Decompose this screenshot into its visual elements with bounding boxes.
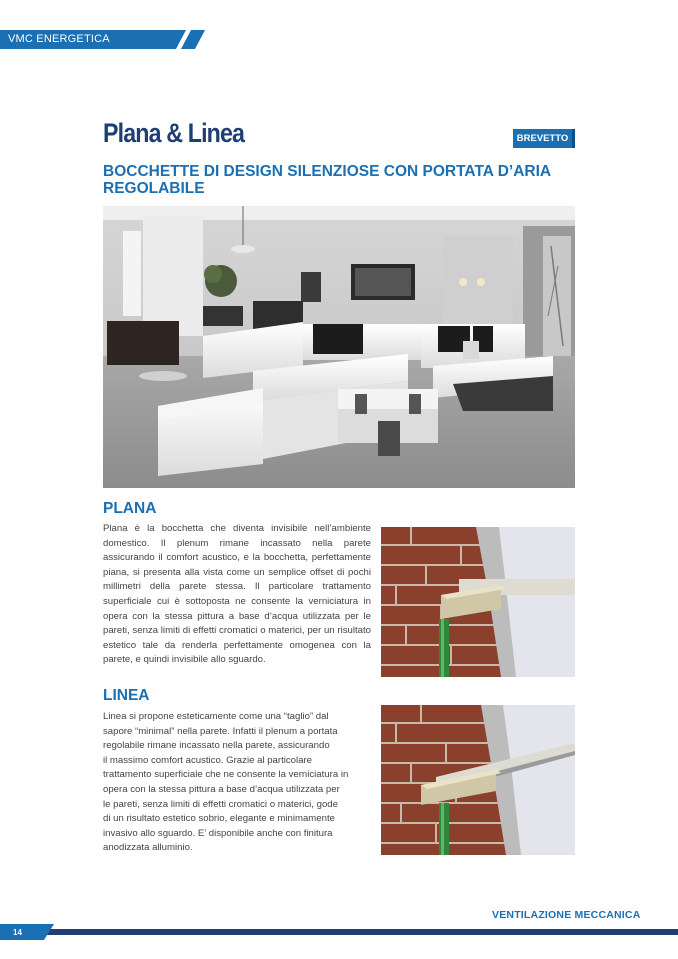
linea-line: regolabile rimane incassato nella parete, assicurando (103, 740, 330, 752)
page-subtitle: BOCCHETTE DI DESIGN SILENZIOSE CON PORTATA D’ARIA REGOLABILE (103, 163, 551, 197)
plana-description: Plana è la bocchetta che diventa invisibile nell’ambiente domestico. Il plenum rimane incassato nella parete assicurando il comfort acustico, e la bocchetta, perfettamente piana, si presenta alla vista come un semplice offset di pochi millimetri della parete stessa. Il particolare trattamento superficiale cui è sottoposta ne consente la verniciatura in opera con la stessa pittura a base d’acqua utilizzata per le pareti, senza limiti di effetti cromatici o materici, per un risultato estetico tale da renderla perfettamente omogenea con la parete, e quindi invisibile allo sguardo. (103, 523, 371, 666)
linea-line: trattamento superficiale che ne consente la verniciatura in (103, 769, 349, 781)
linea-line: il massimo comfort acustico. Grazie al particolare (103, 754, 312, 766)
footer-bar (0, 924, 678, 940)
linea-heading: LINEA (103, 687, 150, 704)
linea-line: invasivo allo sguardo. E’ disponibile anche con finitura (103, 827, 333, 839)
footer-bar-shape (0, 924, 678, 940)
plana-vent-illustration (381, 527, 575, 677)
brand-label: VMC ENERGETICA (8, 33, 110, 45)
linea-line: opera con la stessa pittura a base d’acqua utilizzata per (103, 783, 340, 795)
linea-line: di un risultato estetico sobrio, elegante e minimamente (103, 813, 335, 825)
linea-line: anodizzata alluminio. (103, 842, 193, 854)
page-number: 14 (13, 928, 22, 937)
page-title: Plana & Linea (103, 118, 245, 148)
linea-description (103, 710, 371, 856)
linea-line: sapore “minimal” nella parete. Infatti il plenum a portata (103, 725, 338, 737)
plana-heading: PLANA (103, 500, 157, 517)
footer-section-label: VENTILAZIONE MECCANICA (492, 909, 641, 921)
header-bar (0, 30, 205, 49)
patent-badge: BREVETTO (513, 129, 575, 148)
linea-line: le pareti, senza limiti di effetti cromatici o materici, gode (103, 798, 338, 810)
linea-vent-illustration (381, 705, 575, 855)
living-room-photo (103, 206, 575, 488)
linea-line: Linea si propone esteticamente come una “taglio” dal (103, 711, 329, 722)
